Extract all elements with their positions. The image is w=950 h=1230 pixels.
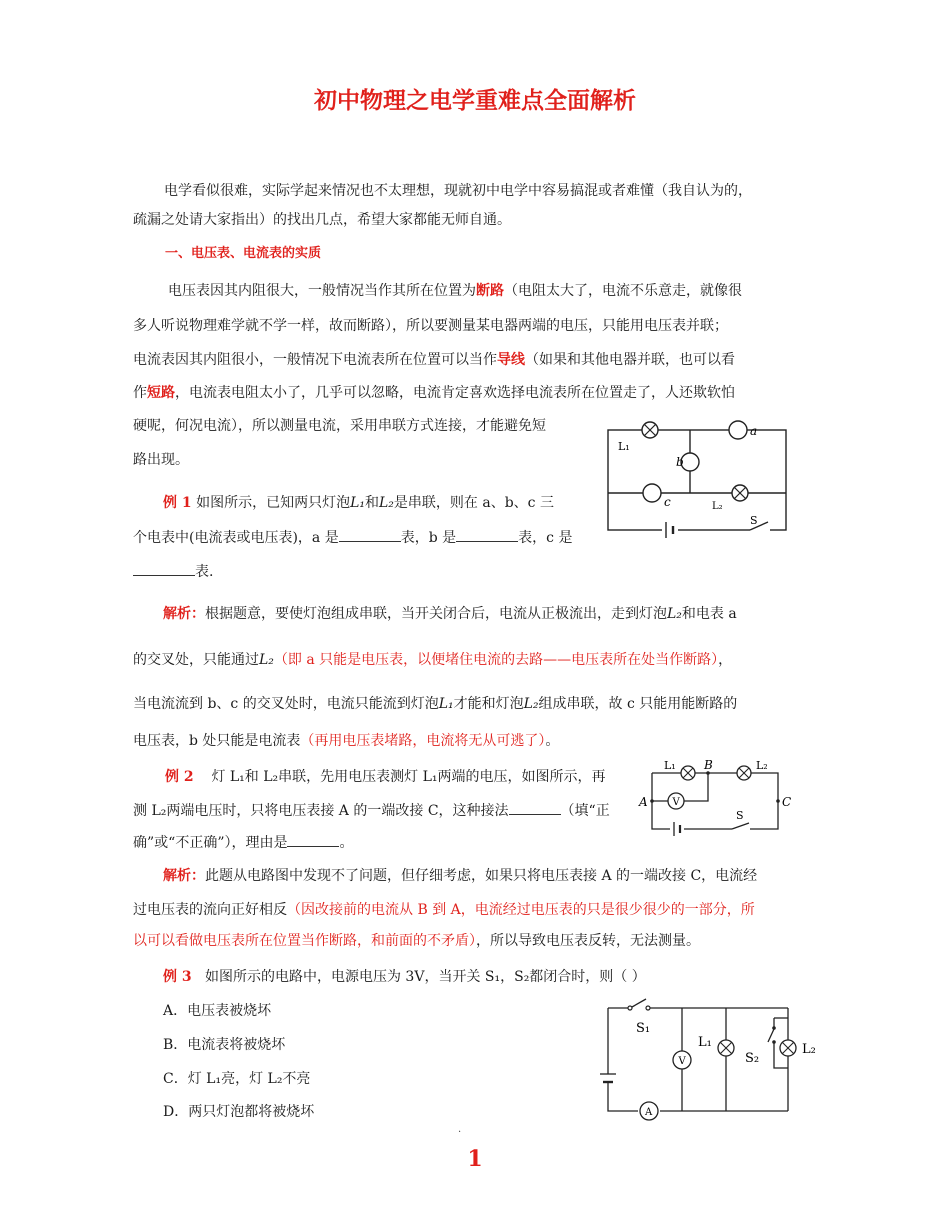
circuit-figure-2: [638, 757, 792, 832]
ans1-symbol: L₂: [259, 652, 274, 668]
fig3-label-l1: L₁: [698, 1035, 712, 1050]
page-title: 初中物理之电学重难点全面解析: [314, 88, 636, 114]
option-d[interactable]: D．两只灯泡都将被烧坏: [163, 1104, 315, 1120]
para1-line-1: [168, 281, 742, 301]
ans1-text: 。: [545, 733, 560, 749]
option-a[interactable]: A．电压表被烧坏: [163, 1003, 272, 1019]
ans2-highlight: （因改接前的电流从 B 到 A，电流经过电压表的只是很少很少的一部分，所: [287, 902, 755, 918]
ans1-line-2: [133, 650, 732, 670]
ans1-text: 组成串联，故 c 只能用能断路的: [538, 696, 738, 712]
footer-dot: .: [458, 1124, 462, 1135]
circuit-figure-1: [600, 418, 790, 533]
page-number: 1: [467, 1146, 483, 1172]
fig3-label-l2: L₂: [802, 1042, 816, 1057]
ex3-label: 例 3: [163, 969, 192, 985]
fig2-label-b: B: [704, 758, 713, 772]
ans2-line-3: [133, 931, 700, 951]
ex1-text: 如图所示，已知两只灯泡: [196, 495, 351, 511]
answer-blank-a[interactable]: [339, 527, 401, 542]
para1-text: （电阻太大了，电流不乐意走，就像很: [504, 283, 742, 299]
ex1-label: 例 1: [163, 495, 192, 511]
ans2-text: 此题从电路图中发现不了问题，但仔细考虑，如果只将电压表接 A 的一端改接 C，电流经: [205, 868, 758, 884]
para1-text: 电压表因其内阻很大，一般情况当作其所在位置为: [168, 283, 476, 299]
ans1-line-3: [133, 694, 737, 714]
fig1-label-c: c: [664, 495, 671, 509]
ans1-text: 和电表 a: [681, 606, 737, 622]
intro-line-1: 电学看似很难，实际学起来情况也不太理想，现就初中电学中容易搞混或者难懂（我自认为的，: [164, 183, 752, 199]
ans1-text: 当电流流到 b、c 的交叉处时，电流只能流到灯泡: [133, 696, 439, 712]
lamp-l2-icon: [732, 485, 748, 501]
ans1-highlight: （即 a 只能是电压表，以便堵住电流的去路——电压表所在处当作断路）: [273, 652, 719, 668]
fig2-label-c: C: [782, 795, 792, 809]
ans2-line-2: [133, 900, 755, 920]
answer-blank-correctness[interactable]: [509, 800, 561, 815]
ans1-label: 解析：: [163, 606, 205, 622]
fig2-label-l1: L₁: [664, 759, 676, 772]
battery-icon: [662, 522, 678, 538]
fig1-label-s: S: [750, 514, 758, 527]
ans2-line-1: [163, 866, 757, 886]
para1-text: 作: [133, 385, 147, 401]
ex1-line-1: [163, 493, 554, 513]
ex1-text: 表，c 是: [518, 530, 573, 546]
fig1-label-l2: L₂: [712, 501, 723, 512]
ex1-l1-symbol: L₁: [350, 495, 365, 511]
ans2-text: 过电压表的流向正好相反: [133, 902, 287, 918]
ans1-symbol: L₁: [438, 696, 454, 712]
switch-s1-icon: [628, 999, 650, 1010]
fig1-label-a: a: [750, 424, 758, 438]
option-b[interactable]: B．电流表将被烧坏: [163, 1037, 286, 1053]
fig2-lamp-l1-icon: [681, 766, 695, 780]
option-c[interactable]: C．灯 L₁亮，灯 L₂不亮: [163, 1071, 311, 1087]
ex1-text: 表，b 是: [400, 530, 457, 546]
para1-text: （如果和其他电器并联，也可以看: [525, 352, 735, 368]
fig2-lamp-l2-icon: [737, 766, 751, 780]
keyword-short-circuit: 短路: [147, 385, 175, 401]
ex2-text: 确”或“不正确”），理由是: [133, 835, 288, 851]
fig2-label-v: V: [672, 797, 680, 808]
fig3-label-a: A: [645, 1107, 653, 1118]
meter-b-icon: [681, 453, 699, 471]
fig2-label-l2: L₂: [756, 759, 768, 772]
fig2-label-s: S: [736, 809, 744, 822]
ex1-text: 是串联，则在 a、b、c 三: [393, 495, 554, 511]
ans1-line-1: [163, 604, 737, 624]
fig3-lamp-l2-icon: [780, 1040, 796, 1056]
fig3-lamp-l1-icon: [718, 1040, 734, 1056]
ans2-highlight: 以可以看做电压表所在位置当作断路，和前面的不矛盾）: [133, 933, 476, 949]
ex1-text: 和: [365, 495, 379, 511]
fig3-label-s1: S₁: [636, 1021, 651, 1036]
para1-line-4: [133, 383, 735, 403]
section-heading-1: 一、电压表、电流表的实质: [165, 246, 322, 261]
ex2-line-2: [133, 800, 610, 821]
ex1-line-2: [133, 527, 572, 548]
ex2-text: 灯 L₁和 L₂串联，先用电压表测灯 L₁两端的电压，如图所示，再: [211, 769, 606, 785]
ans1-symbol: L₂: [667, 606, 682, 622]
fig3-battery-icon: [600, 1074, 616, 1088]
fig3-label-s2: S₂: [745, 1051, 760, 1066]
ans2-text: ，所以导致电压表反转，无法测量。: [476, 933, 700, 949]
ex1-text: 表.: [195, 564, 214, 580]
ans2-label: 解析：: [163, 868, 205, 884]
ex1-line-3: [133, 561, 213, 582]
ex2-text: 。: [339, 835, 354, 851]
answer-blank-b[interactable]: [456, 527, 518, 542]
ans1-text: 根据题意，要使灯泡组成串联，当开关闭合后，电流从正极流出，走到灯泡: [205, 606, 667, 622]
meter-c-icon: [643, 484, 661, 502]
para1-line-3: [133, 350, 735, 370]
fig2-battery-icon: [670, 821, 684, 837]
ans1-highlight: （再用电压表堵路，电流将无从可逃了）: [300, 733, 546, 749]
ex2-line-3: [133, 832, 353, 853]
ans1-text: 的交叉处，只能通过: [133, 652, 259, 668]
fig3-label-v: V: [678, 1056, 686, 1067]
fig1-label-b: b: [676, 455, 684, 469]
para1-text: 电流表因其内阻很小，一般情况下电流表所在位置可以当作: [133, 352, 497, 368]
ex1-l2-symbol: L₂: [379, 495, 394, 511]
ans1-symbol: L₂: [523, 696, 539, 712]
ans1-line-4: [133, 731, 559, 751]
fig1-label-l1: L₁: [618, 440, 630, 453]
fig2-switch-icon: [732, 823, 750, 833]
ex2-label: 例 2: [165, 769, 194, 785]
ex2-text: （填“正: [560, 803, 610, 819]
keyword-wire: 导线: [497, 352, 525, 368]
ex2-text: 测 L₂两端电压时，只将电压表接 A 的一端改接 C，这种接法: [133, 803, 509, 819]
fig2-label-a: A: [639, 795, 648, 809]
ex1-text: 个电表中(电流表或电压表)，a 是: [133, 530, 339, 546]
para1-text: ，电流表电阻太小了，几乎可以忽略，电流肯定喜欢选择电流表所在位置走了，人还欺软怕: [175, 385, 735, 401]
para1-line-6: 路出现。: [133, 452, 189, 468]
answer-blank-c[interactable]: [133, 561, 195, 576]
para1-line-2: 多人听说物理难学就不学一样，故而断路），所以要测量某电器两端的电压，只能用电压表并联；: [133, 318, 728, 334]
ex2-line-1: [165, 767, 606, 787]
meter-a-icon: [729, 421, 747, 439]
switch-s2-icon: [768, 1026, 776, 1044]
circuit-figure-3: [600, 996, 830, 1126]
keyword-open-circuit: 断路: [476, 283, 504, 299]
para1-line-5: 硬呢，何况电流），所以测量电流，采用串联方式连接，才能避免短: [133, 418, 546, 434]
answer-blank-reason[interactable]: [287, 832, 339, 847]
ex3-stem: [163, 967, 646, 987]
ex3-text: 如图所示的电路中，电源电压为 3V，当开关 S₁，S₂都闭合时，则（ ）: [204, 969, 646, 985]
ans1-text: 电压表，b 处只能是电流表: [133, 733, 301, 749]
lamp-l1-icon: [642, 422, 658, 438]
ans1-text: ，: [718, 652, 733, 668]
intro-line-2: 疏漏之处请大家指出）的找出几点，希望大家都能无师自通。: [133, 212, 511, 228]
ans1-text: 才能和灯泡: [453, 696, 524, 712]
